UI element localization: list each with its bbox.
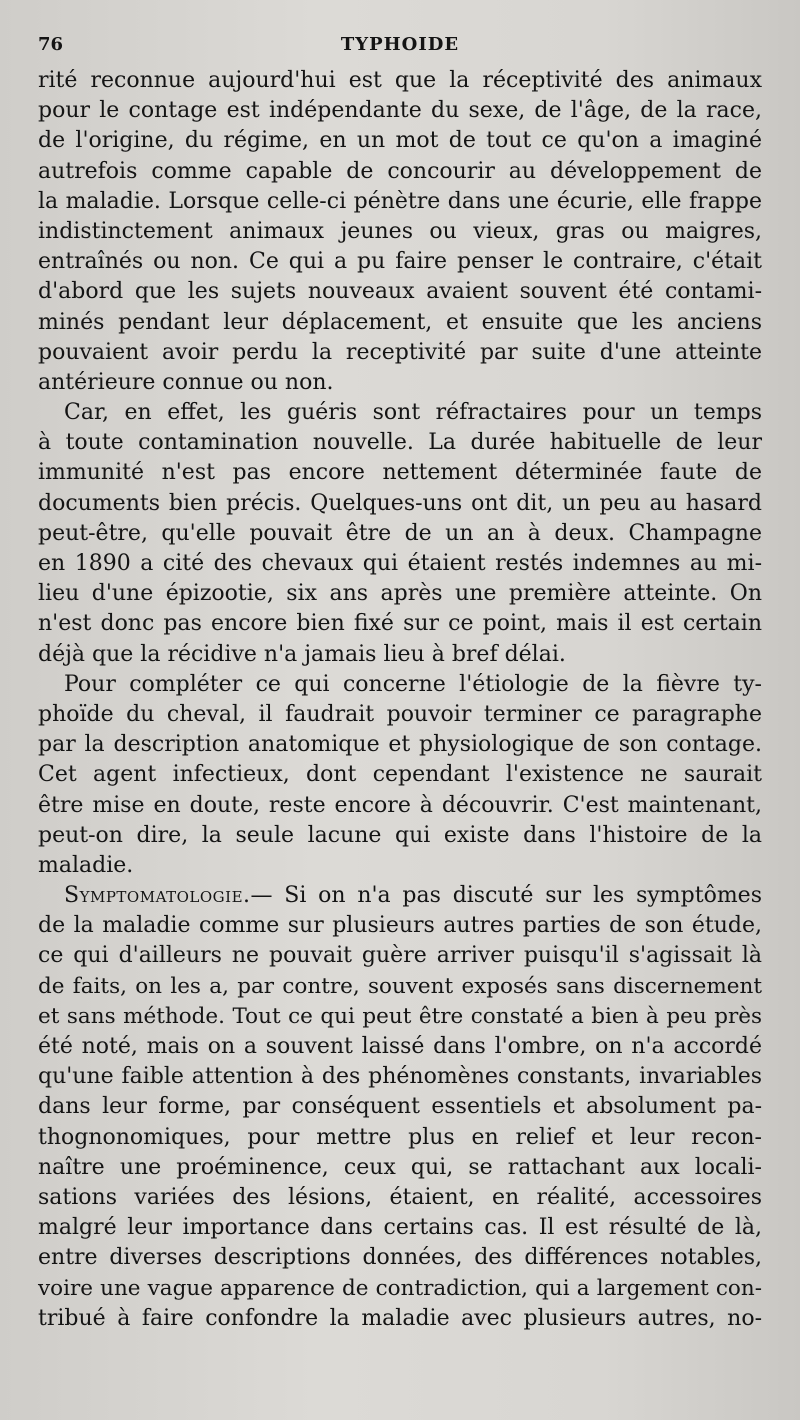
text-line: peut-on dire, la seule lacune qui existe dans l'histoire de la — [38, 822, 762, 848]
text-line: autrefois comme capable de concourir au développement de — [38, 158, 762, 184]
text-line: malgré leur importance dans certains cas. Il est résulté de là, — [38, 1215, 762, 1241]
text-line: voire une vague apparence de contradiction, qui a largement con- — [38, 1275, 762, 1301]
text-line: Pour compléter ce qui concerne l'étiologie de la fièvre ty- — [64, 671, 762, 697]
text-line: entraînés ou non. Ce qui a pu faire penser le contraire, c'était — [38, 249, 762, 275]
text-line: ce qui d'ailleurs ne pouvait guère arriver puisqu'il s'agissait là — [38, 943, 762, 969]
text-line: maladie. — [38, 852, 134, 878]
text-line: naître une proéminence, ceux qui, se rattachant aux locali- — [38, 1154, 762, 1180]
text-line: déjà que la récidive n'a jamais lieu à bref délai. — [38, 641, 566, 667]
text-line: de l'origine, du régime, en un mot de tout ce qu'on a imaginé — [38, 128, 762, 154]
page-header — [38, 30, 762, 60]
text-line: thognonomiques, pour mettre plus en relief et leur recon- — [38, 1124, 762, 1150]
text-line: pouvaient avoir perdu la receptivité par suite d'une atteinte — [38, 339, 762, 365]
text-line: sations variées des lésions, étaient, en réalité, accessoires — [38, 1184, 762, 1210]
text-line: d'abord que les sujets nouveaux avaient souvent été contami- — [38, 279, 762, 305]
section-heading-continuation: — Si on n'a pas discuté sur les symptômes — [250, 883, 762, 909]
text-line: peut-être, qu'elle pouvait être de un an à deux. Champagne — [38, 520, 762, 546]
text-line: de faits, on les a, par contre, souvent exposés sans discernement — [38, 973, 762, 999]
text-line: par la description anatomique et physiologique de son contage. — [38, 732, 762, 758]
text-line: à toute contamination nouvelle. La durée habituelle de leur — [38, 430, 762, 456]
text-line: antérieure connue ou non. — [38, 369, 334, 395]
text-line: immunité n'est pas encore nettement déterminée faute de — [38, 460, 762, 486]
text-line: qu'une faible attention à des phénomènes constants, invariables — [38, 1064, 762, 1090]
section-heading: Symptomatologie. — [64, 883, 251, 909]
text-line: minés pendant leur déplacement, et ensuite que les anciens — [38, 309, 762, 335]
text-line — [38, 881, 762, 911]
text-line: pour le contage est indépendante du sexe, de l'âge, de la race, — [38, 98, 762, 124]
text-line: la maladie. Lorsque celle-ci pénètre dans une écurie, elle frappe — [38, 188, 762, 214]
text-line: n'est donc pas encore bien fixé sur ce point, mais il est certain — [38, 611, 762, 637]
text-line: et sans méthode. Tout ce qui peut être constaté a bien à peu près — [38, 1003, 762, 1029]
text-line: rité reconnue aujourd'hui est que la réceptivité des animaux — [38, 68, 762, 93]
text-line: en 1890 a cité des chevaux qui étaient restés indemnes au mi- — [38, 551, 762, 576]
text-line: Cet agent infectieux, dont cependant l'existence ne saurait — [38, 762, 762, 788]
text-line: phoïde du cheval, il faudrait pouvoir terminer ce paragraphe — [38, 701, 762, 727]
text-line: été noté, mais on a souvent laissé dans l'ombre, on n'a accordé — [38, 1034, 762, 1059]
running-head: TYPHOIDE — [340, 34, 460, 55]
text-line: entre diverses descriptions données, des différences notables, — [38, 1245, 762, 1271]
page-number: 76 — [38, 34, 64, 55]
text-line: indistinctement animaux jeunes ou vieux, gras ou maigres, — [38, 218, 762, 244]
text-line: Car, en effet, les guéris sont réfractaires pour un temps — [64, 400, 762, 426]
text-line: tribué à faire confondre la maladie avec plusieurs autres, no- — [38, 1305, 762, 1331]
text-line: de la maladie comme sur plusieurs autres parties de son étude, — [38, 913, 762, 939]
text-line: dans leur forme, par conséquent essentiels et absolument pa- — [38, 1094, 762, 1120]
body-text — [38, 66, 762, 1334]
text-line: lieu d'une épizootie, six ans après une première atteinte. On — [38, 581, 762, 607]
text-line: être mise en doute, reste encore à découvrir. C'est maintenant, — [38, 792, 762, 818]
text-line: documents bien précis. Quelques-uns ont dit, un peu au hasard — [38, 490, 762, 516]
